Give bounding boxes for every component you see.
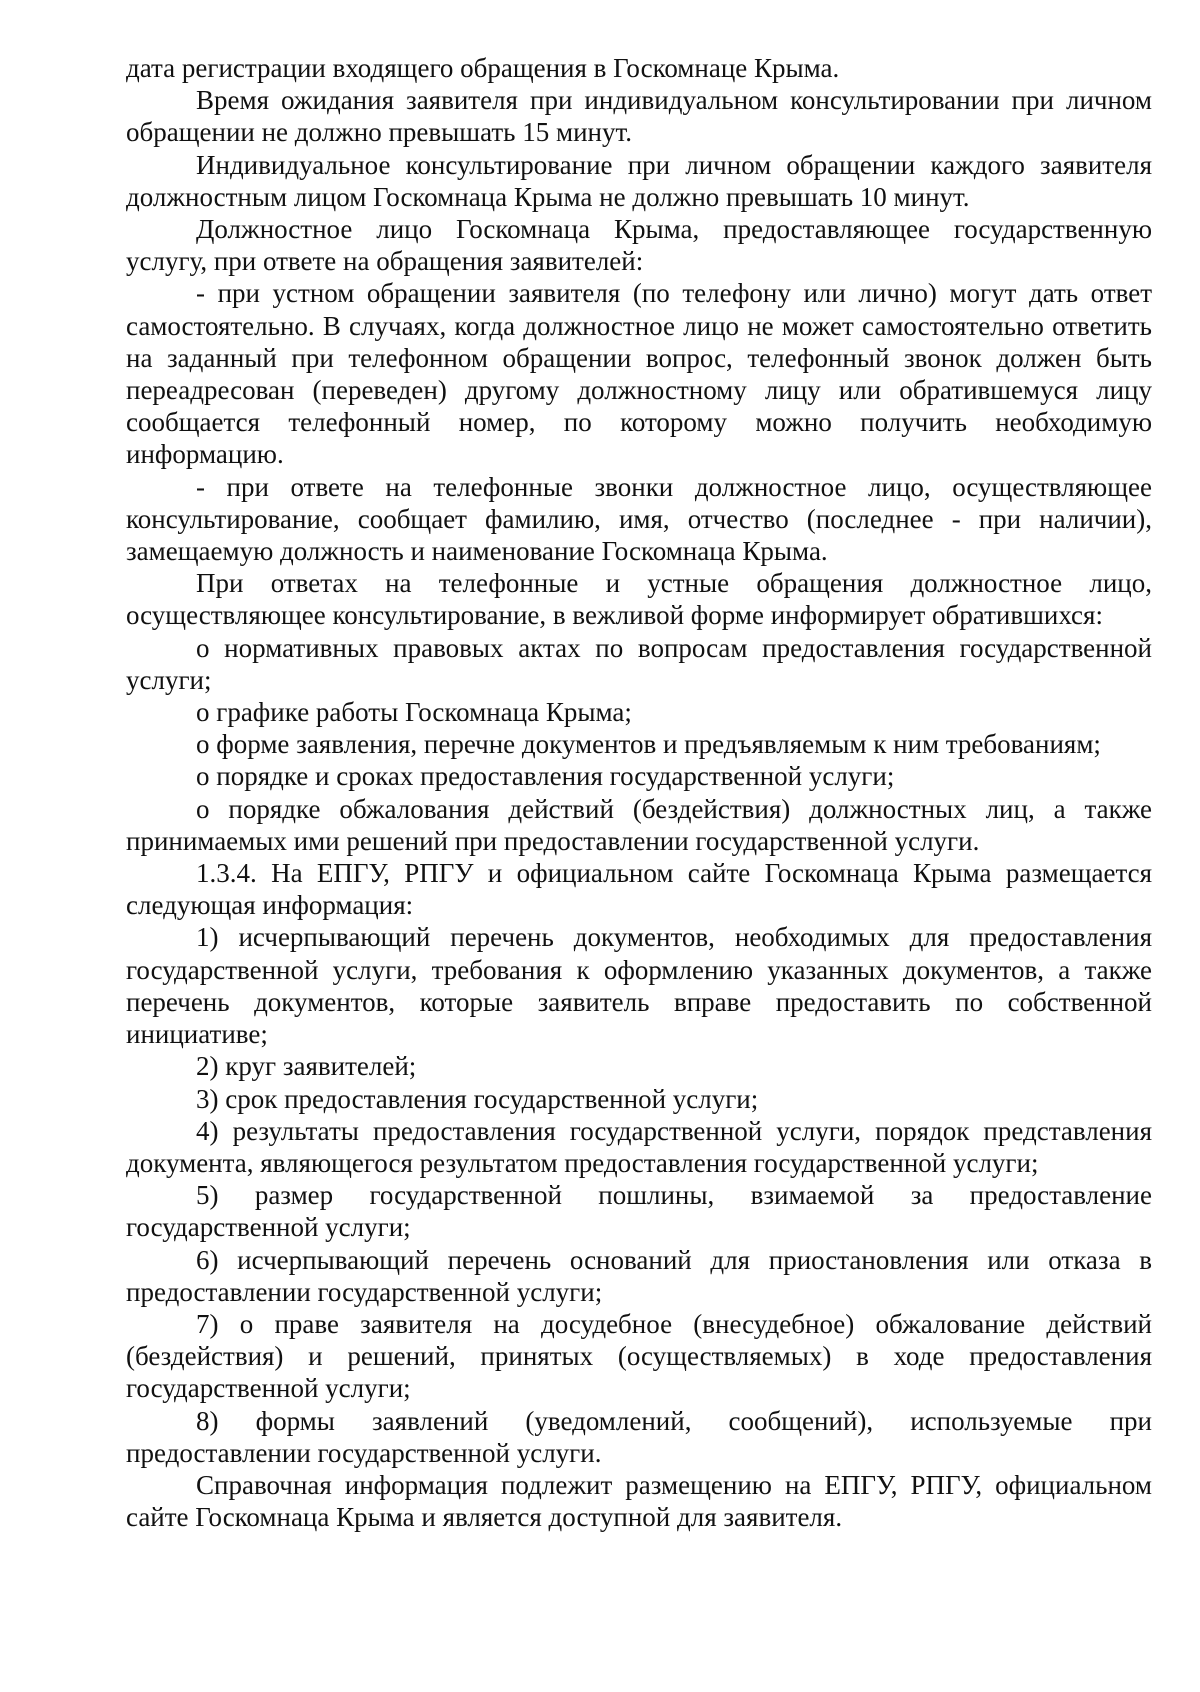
paragraph-item-4: 4) результаты предоставления государственной услуги, порядок представления документа, являющегося результатом предоставления государственной услуги; [126,1115,1152,1178]
paragraph-section-1-3-4: 1.3.4. На ЕПГУ, РПГУ и официальном сайте Госкомнаца Крыма размещается следующая информация: [126,858,1152,921]
paragraph-procedure-terms: о порядке и сроках предоставления государственной услуги; [196,761,895,792]
paragraph-phone-calls: - при ответе на телефонные звонки должностное лицо, осуществляющее консультирование, сообщает фамилию, имя, отчество (последнее - при наличии), замещаемую должность и наименование Госкомнаца Крыма. [126,471,1152,567]
paragraph-item-5: 5) размер государственной пошлины, взимаемой за предоставление государственной услуги; [126,1180,1152,1243]
paragraph-waiting-time: Время ожидания заявителя при индивидуальном консультировании при личном обращении не должно превышать 15 минут. [126,85,1152,148]
paragraph-item-7: 7) о праве заявителя на досудебное (внесудебное) обжалование действий (бездействия) и решений, принятых (осуществляемых) в ходе предоставления государственной услуги; [126,1308,1152,1404]
paragraph-oral-request: - при устном обращении заявителя (по телефону или лично) могут дать ответ самостоятельно. В случаях, когда должностное лицо не может самостоятельно ответить на заданный при телефонном обращении вопрос, телефонный звонок должен быть переадресован (переведен) другому должностному лицу или обратившемуся лицу сообщается телефонный номер, по которому можно получить необходимую информацию. [126,278,1152,470]
paragraph-informs: При ответах на телефонные и устные обращения должностное лицо, осуществляющее консультирование, в вежливой форме информирует обратившихся: [126,568,1152,631]
paragraph-reference-info: Справочная информация подлежит размещению на ЕПГУ, РПГУ, официальном сайте Госкомнаца Крыма и является доступной для заявителя. [126,1469,1152,1533]
paragraph-normative-acts: о нормативных правовых актах по вопросам предоставления государственной услуги; [126,632,1152,695]
document-body [126,52,1152,1533]
paragraph-consultation-time: Индивидуальное консультирование при личном обращении каждого заявителя должностным лицом Госкомнаца Крыма не должно превышать 10 минут. [126,149,1152,212]
paragraph-item-8: 8) формы заявлений (уведомлений, сообщений), используемые при предоставлении государственной услуги. [126,1405,1152,1468]
paragraph-application-form: о форме заявления, перечне документов и предъявляемым к ним требованиям; [196,729,1101,760]
paragraph-registration-date: дата регистрации входящего обращения в Госкомнаце Крыма. [126,53,840,83]
paragraph-item-2: 2) круг заявителей; [196,1051,417,1082]
paragraph-item-3: 3) срок предоставления государственной услуги; [196,1083,759,1114]
paragraph-item-1: 1) исчерпывающий перечень документов, необходимых для предоставления государственной услуги, требования к оформлению указанных документов, а также перечень документов, которые заявитель вправе предоставить по собственной инициативе; [126,922,1152,1050]
paragraph-item-6: 6) исчерпывающий перечень оснований для приостановления или отказа в предоставлении государственной услуги; [126,1244,1152,1307]
paragraph-official-response: Должностное лицо Госкомнаца Крыма, предоставляющее государственную услугу, при ответе на обращения заявителей: [126,214,1152,277]
paragraph-work-schedule: о графике работы Госкомнаца Крыма; [196,697,632,728]
paragraph-appeal-procedure: о порядке обжалования действий (бездействия) должностных лиц, а также принимаемых ими решений при предоставлении государственной услуги. [126,793,1152,856]
